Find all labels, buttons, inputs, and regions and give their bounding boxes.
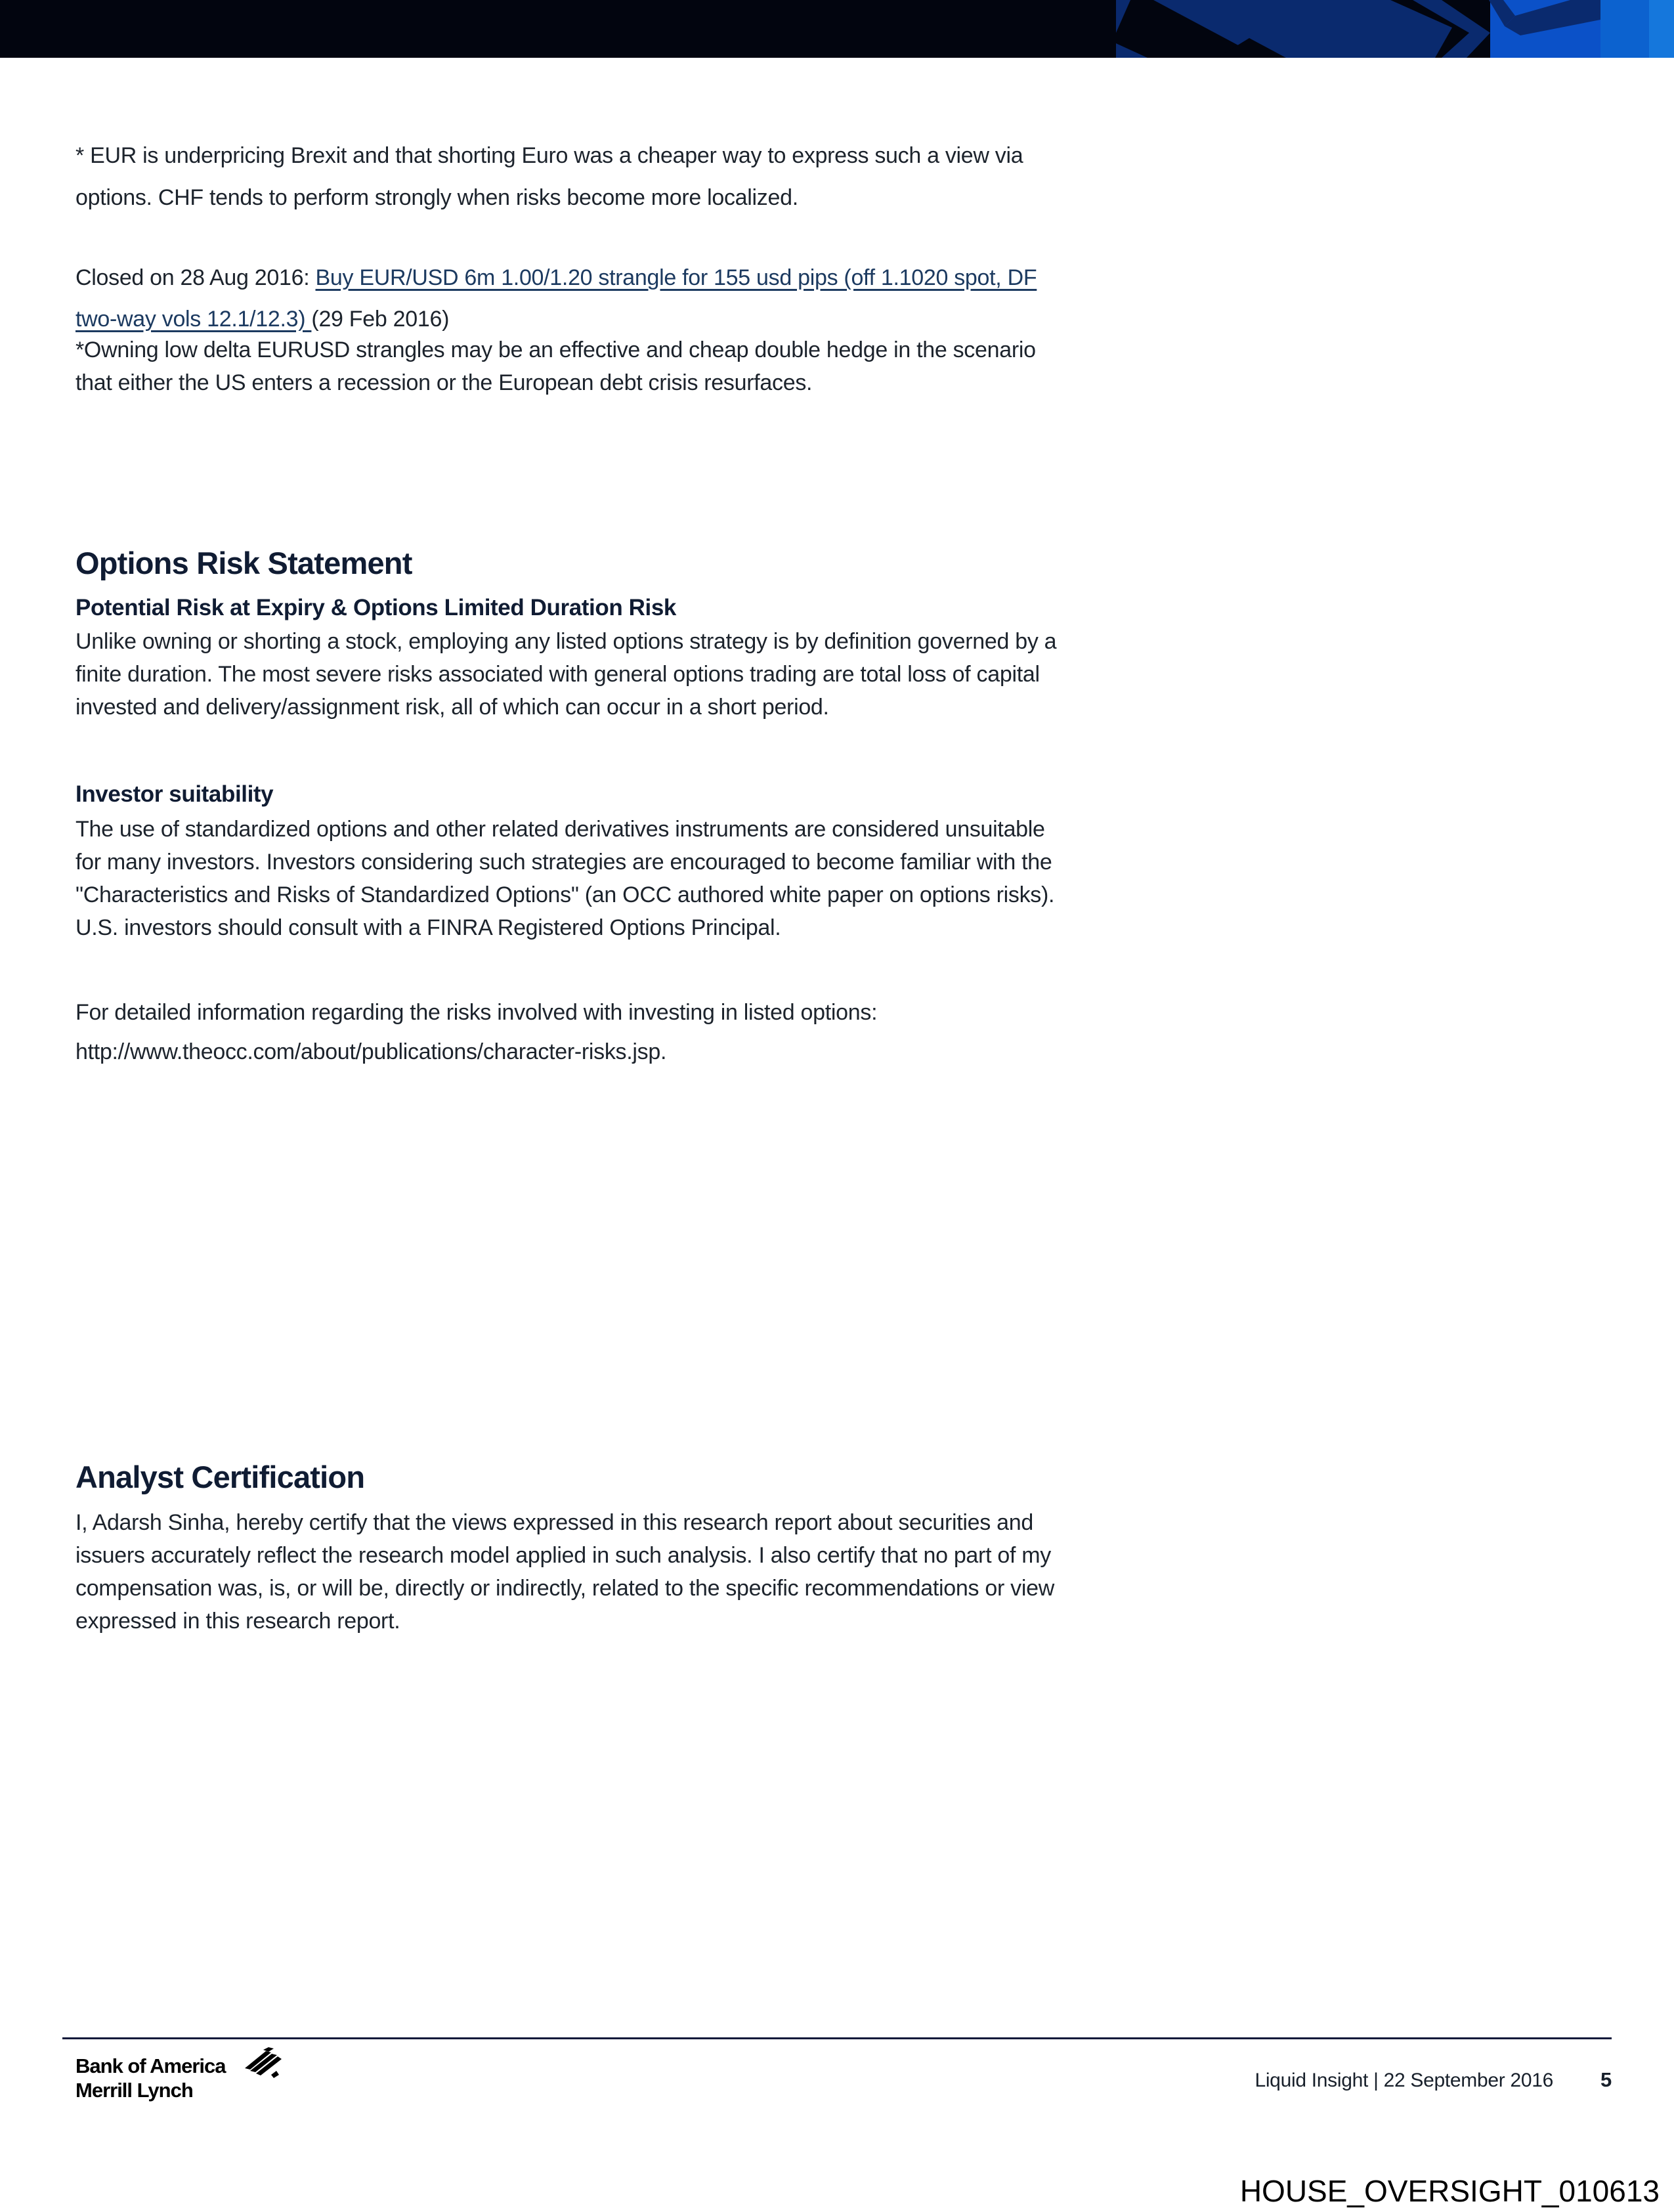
potential-risk-paragraph: Unlike owning or shorting a stock, employing any listed options strategy is by definition governed by a finite duration. The most severe risks associated with general options trading are total loss of capital invested and delivery/assignment risk, all of which can occur in a short period. [75, 629, 1057, 720]
closed-trade-paragraph [75, 257, 1060, 340]
page-number: 5 [1600, 2068, 1612, 2091]
closed-trade-prefix: Closed on 28 Aug 2016: [75, 265, 316, 290]
analyst-certification-paragraph: I, Adarsh Sinha, hereby certify that the views expressed in this research report about securities and issuers accurately reflect the research model applied in such analysis. I also certify that no part of my compensation was, is, or will be, directly or indirectly, related to the specific recommendations or view expressed in this research report. [75, 1510, 1054, 1634]
bofa-merrill-logo [75, 2054, 226, 2102]
potential-risk-subheading: Potential Risk at Expiry & Options Limited Duration Risk [75, 595, 676, 620]
footer-doc-date: 22 September 2016 [1383, 2070, 1554, 2091]
header-banner [0, 0, 1674, 58]
strangle-trade-link[interactable]: Buy EUR/USD 6m 1.00/1.20 strangle for 155 usd pips (off 1.1020 spot, DF two-way vols 12.1/12.3) [75, 265, 1037, 332]
bofa-flagscape-icon [232, 2046, 283, 2088]
investor-suitability-paragraph: The use of standardized options and other related derivatives instruments are considered unsuitable for many investors. Investors considering such strategies are encouraged to become familiar with the "Characteristics and Risks of Standardized Options" (an OCC authored white paper on options risks). U.S. investors should consult with a FINRA Registered Options Principal. [75, 817, 1055, 940]
options-risk-statement-heading: Options Risk Statement [75, 546, 412, 580]
occ-url-text: http://www.theocc.com/about/publications/character-risks.jsp. [75, 1039, 667, 1064]
brand-line-merrill-lynch: Merrill Lynch [75, 2079, 193, 2102]
footer-divider [62, 2037, 1612, 2039]
detailed-info-line: For detailed information regarding the risks involved with investing in listed options: [75, 1000, 878, 1025]
footer-meta [1255, 2068, 1612, 2092]
investor-suitability-subheading: Investor suitability [75, 781, 274, 807]
analyst-certification-heading: Analyst Certification [75, 1460, 365, 1494]
footer-doc-title: Liquid Insight [1255, 2070, 1369, 2091]
owning-strangles-paragraph: *Owning low delta EURUSD strangles may be an effective and cheap double hedge in the scenario that either the US enters a recession or the European debt crisis resurfaces. [75, 337, 1036, 395]
closed-trade-date: (29 Feb 2016) [311, 307, 450, 332]
detailed-info-paragraph [75, 993, 1060, 1072]
flagscape-banner-graphic [0, 0, 1674, 58]
eur-underpricing-paragraph: * EUR is underpricing Brexit and that shorting Euro was a cheaper way to express such a view via options. CHF tends to perform strongly when risks become more localized. [75, 143, 1023, 210]
footer-separator: | [1368, 2070, 1384, 2091]
brand-line-bank-of-america: Bank of America [75, 2054, 226, 2077]
house-oversight-watermark: HOUSE_OVERSIGHT_010613 [1239, 2174, 1660, 2208]
